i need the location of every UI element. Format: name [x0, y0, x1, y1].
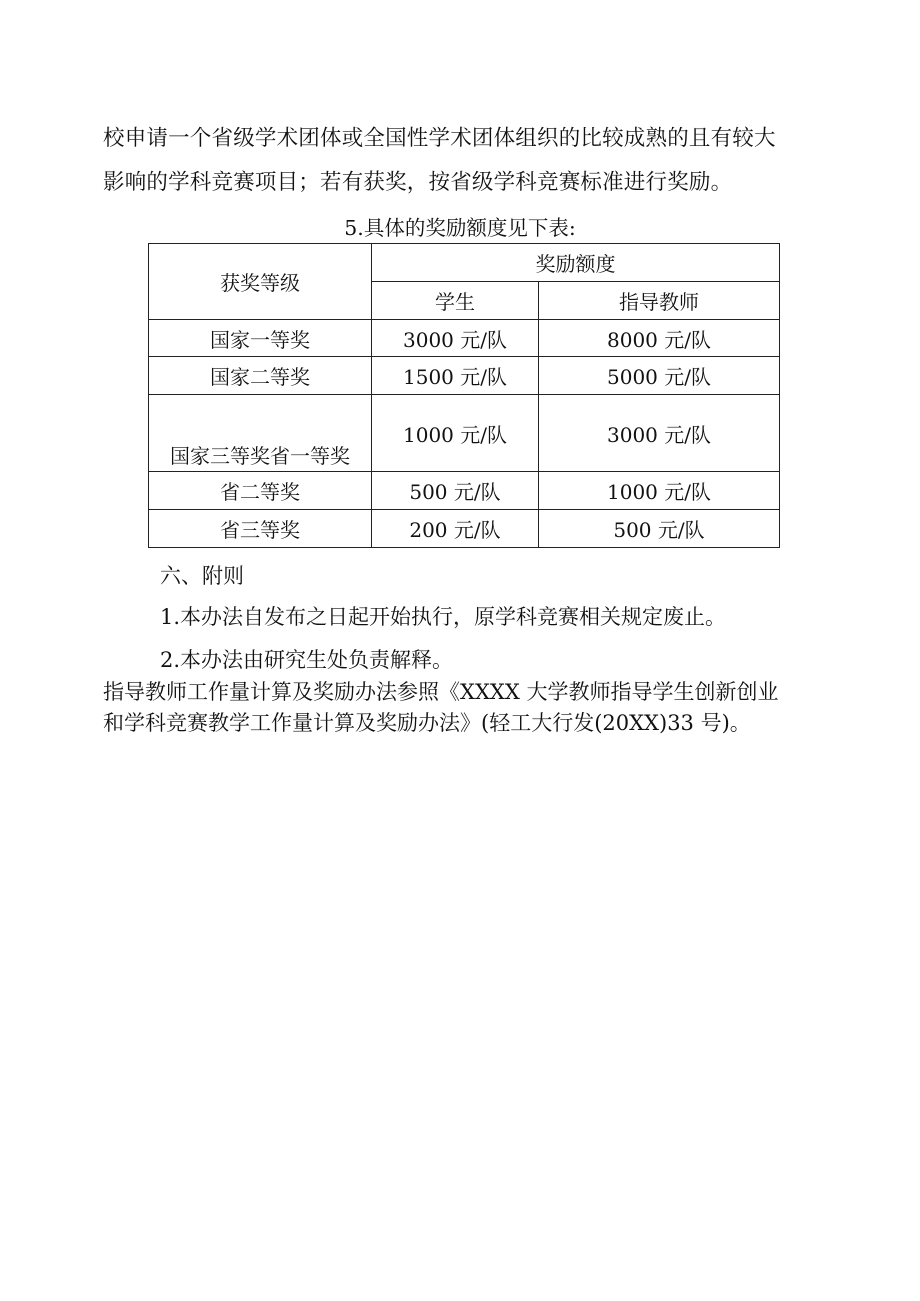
cell-level: 国家二等奖 — [149, 357, 372, 395]
cell-teacher: 8000 元/队 — [539, 320, 780, 357]
cell-student: 3000 元/队 — [372, 320, 539, 357]
paragraph-line-2: 影响的学科竞赛项目；若有获奖，按省级学科竞赛标准进行奖励。 — [103, 170, 733, 195]
rule-item-2: 2.本办法由研究生处负责解释。 — [160, 648, 454, 672]
note-line-2: 和学科竞赛教学工作量计算及奖励办法》(轻工大行发(20XX)33 号)。 — [103, 711, 751, 735]
cell-teacher: 3000 元/队 — [539, 395, 780, 472]
cell-teacher: 500 元/队 — [539, 510, 780, 548]
section-heading: 六、附则 — [160, 564, 244, 588]
table-row — [149, 510, 780, 548]
table-header-row — [149, 244, 780, 282]
cell-level: 国家三等奖省一等奖 — [149, 395, 372, 472]
cell-student: 500 元/队 — [372, 472, 539, 510]
cell-level: 省二等奖 — [149, 472, 372, 510]
header-student: 学生 — [372, 282, 539, 320]
reward-table — [148, 243, 780, 548]
cell-student: 1500 元/队 — [372, 357, 539, 395]
paragraph-line-1: 校申请一个省级学术团体或全国性学术团体组织的比较成熟的且有较大 — [103, 126, 776, 151]
table-caption: 5.具体的奖励额度见下表: — [344, 216, 576, 240]
cell-level: 省三等奖 — [149, 510, 372, 548]
table-row — [149, 357, 780, 395]
header-teacher: 指导教师 — [539, 282, 780, 320]
cell-teacher: 5000 元/队 — [539, 357, 780, 395]
table-row — [149, 472, 780, 510]
cell-level: 国家一等奖 — [149, 320, 372, 357]
cell-teacher: 1000 元/队 — [539, 472, 780, 510]
cell-student: 1000 元/队 — [372, 395, 539, 472]
rule-item-1: 1.本办法自发布之日起开始执行，原学科竞赛相关规定废止。 — [160, 605, 727, 629]
header-level: 获奖等级 — [149, 244, 372, 320]
table-row — [149, 395, 780, 472]
header-amount: 奖励额度 — [372, 244, 780, 282]
cell-student: 200 元/队 — [372, 510, 539, 548]
note-line-1: 指导教师工作量计算及奖励办法参照《XXXX 大学教师指导学生创新创业 — [103, 680, 779, 704]
table-row — [149, 320, 780, 357]
